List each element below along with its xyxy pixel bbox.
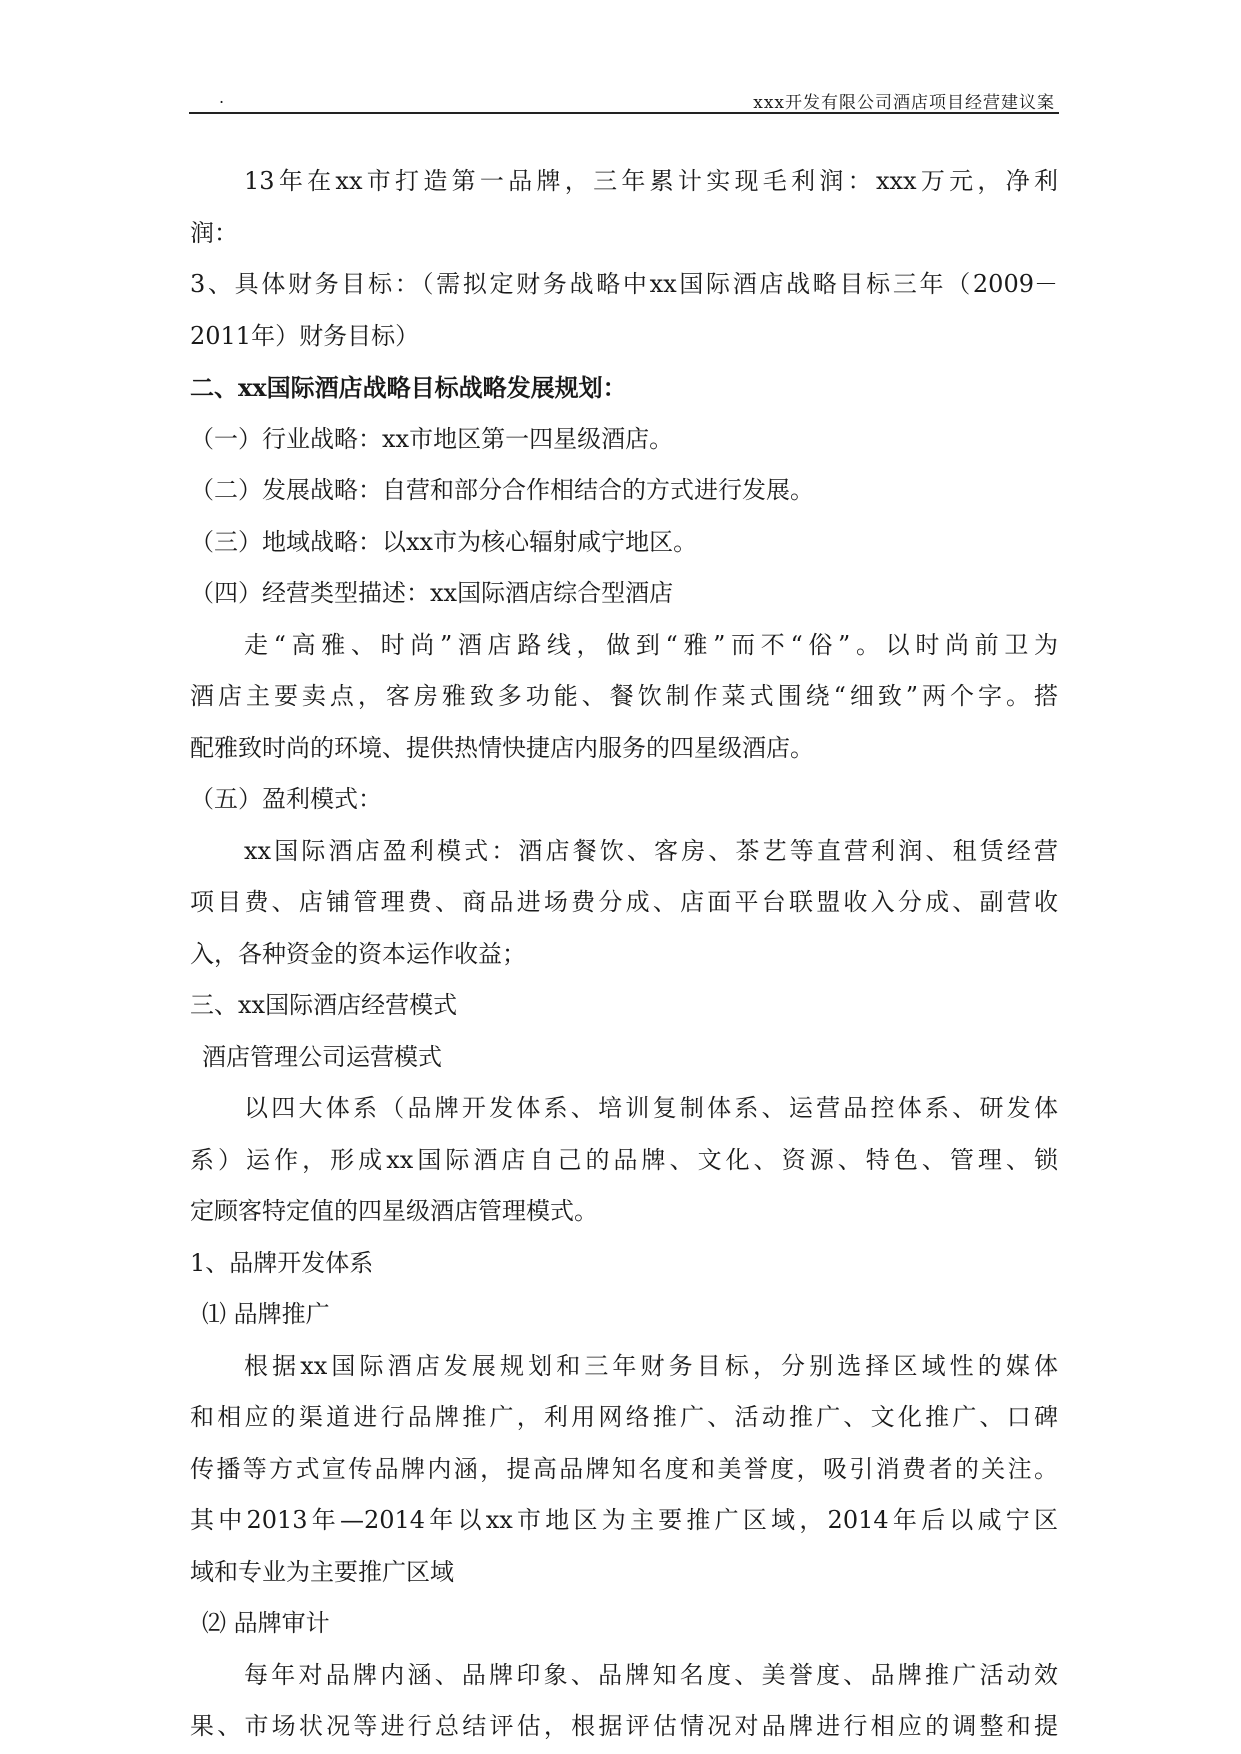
list-item: （一）行业战略：xx市地区第一四星级酒店。 [190, 424, 674, 453]
section-heading: 二、xx国际酒店战略目标战略发展规划： [190, 373, 627, 402]
paragraph-line: xx国际酒店盈利模式：酒店餐饮、客房、茶艺等直营利润、租赁经营 [244, 836, 1058, 865]
paragraph-line: 配雅致时尚的环境、提供热情快捷店内服务的四星级酒店。 [190, 733, 814, 762]
paragraph-line: 13年在xx市打造第一品牌，三年累计实现毛利润：xxx万元，净利 [244, 167, 1058, 195]
paragraph-line: 2011年）财务目标） [190, 321, 420, 350]
paragraph-line: 酒店主要卖点，客房雅致多功能、餐饮制作菜式围绕“细致”两个字。搭 [190, 682, 1058, 710]
paragraph-line: 走“高雅、时尚”酒店路线，做到“雅”而不“俗”。以时尚前卫为 [244, 630, 1058, 659]
paragraph-line: 传播等方式宣传品牌内涵，提高品牌知名度和美誉度，吸引消费者的关注。 [190, 1454, 1058, 1483]
paragraph-line: 域和专业为主要推广区域 [190, 1557, 454, 1586]
section-heading: 三、xx国际酒店经营模式 [190, 991, 458, 1019]
paragraph-line: 入，各种资金的资本运作收益； [190, 939, 526, 968]
paragraph-line: 其中2013年—2014年以xx市地区为主要推广区域，2014年后以咸宁区 [190, 1506, 1058, 1534]
paragraph-line: 果、市场状况等进行总结评估，根据评估情况对品牌进行相应的调整和提 [190, 1712, 1058, 1740]
list-item: ⑵ 品牌审计 [202, 1609, 330, 1637]
list-item: （二）发展战略：自营和部分合作相结合的方式进行发展。 [190, 476, 814, 504]
page-header [189, 82, 1059, 114]
list-item: （四）经营类型描述：xx国际酒店综合型酒店 [190, 579, 674, 607]
list-item: ⑴ 品牌推广 [202, 1300, 330, 1328]
subsection-heading: 酒店管理公司运营模式 [202, 1042, 442, 1071]
paragraph-line: 以四大体系（品牌开发体系、培训复制体系、运营品控体系、研发体 [244, 1094, 1058, 1122]
paragraph-line: 和相应的渠道进行品牌推广，利用网络推广、活动推广、文化推广、口碑 [190, 1403, 1058, 1431]
paragraph-line: 润： [190, 218, 238, 247]
header-dot: . [219, 88, 225, 107]
header-title: xxx开发有限公司酒店项目经营建议案 [753, 93, 1055, 113]
subsection-heading: 1、品牌开发体系 [190, 1248, 374, 1277]
paragraph-line: 定顾客特定值的四星级酒店管理模式。 [190, 1197, 598, 1225]
list-item: （五）盈利模式： [190, 785, 382, 813]
paragraph-line: 每年对品牌内涵、品牌印象、品牌知名度、美誉度、品牌推广活动效 [244, 1660, 1058, 1689]
document-body [190, 156, 1058, 1753]
paragraph-line: 项目费、店铺管理费、商品进场费分成、店面平台联盟收入分成、副营收 [190, 888, 1058, 916]
paragraph-line: 根据xx国际酒店发展规划和三年财务目标，分别选择区域性的媒体 [244, 1351, 1058, 1380]
list-item: （三）地域战略：以xx市为核心辐射咸宁地区。 [190, 527, 698, 556]
paragraph-line: 系）运作，形成xx国际酒店自己的品牌、文化、资源、特色、管理、锁 [190, 1145, 1058, 1174]
paragraph-line: 3、具体财务目标：（需拟定财务战略中xx国际酒店战略目标三年（2009－ [190, 270, 1058, 298]
